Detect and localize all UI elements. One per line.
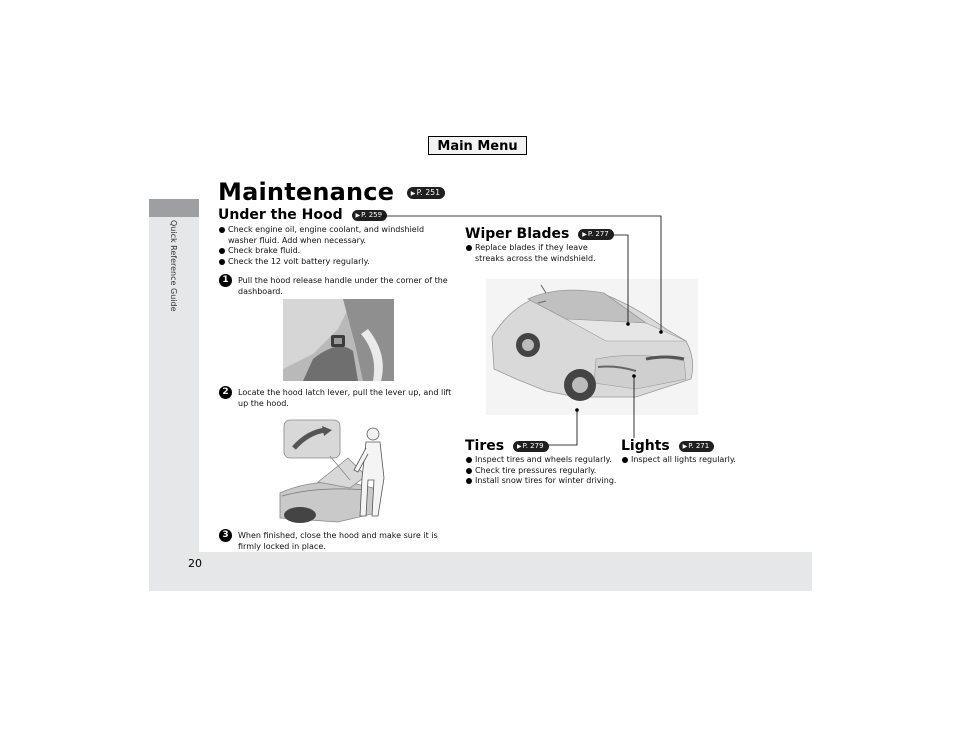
step-2-text: Locate the hood latch lever, pull the lever up, and lift up the hood. [238,388,452,408]
ref-arrow-icon: ▶ [355,211,361,219]
list-item: Check tire pressures regularly. [465,466,625,477]
tires-ref-link[interactable]: ▶P. 279 [513,441,549,452]
ref-arrow-icon: ▶ [410,190,416,197]
list-item: Check engine oil, engine coolant, and windshield washer fluid. Add when necessary. [218,225,453,246]
bullet-icon [466,478,472,484]
sidebar-tab [149,199,199,217]
step-3-number: 3 [219,529,232,542]
sidebar-label: Quick Reference Guide [169,220,178,312]
under-the-hood-ref-link[interactable]: ▶P. 259 [352,210,388,221]
lights-bullets [621,455,761,466]
bullet-icon [466,468,472,474]
bullet-icon [466,457,472,463]
bullet-icon [219,248,225,254]
tires-heading [465,438,549,454]
page-number: 20 [188,557,202,570]
wiper-blades-bullets [465,243,615,264]
step-1-number: 1 [219,274,232,287]
under-the-hood-heading [218,207,387,223]
ref-arrow-icon: ▶ [682,442,688,450]
list-item: Install snow tires for winter driving. [465,476,625,487]
wiper-blades-ref-link[interactable]: ▶P. 277 [578,229,614,240]
step-1-text: Pull the hood release handle under the corner of the dashboard. [238,276,448,296]
page-title [218,178,445,206]
wiper-blades-heading [465,226,614,242]
page-footer-band [149,552,812,591]
lights-heading-text: Lights [621,438,670,454]
bullet-icon [466,245,472,251]
hood-release-photo [283,299,394,381]
step-2-number: 2 [219,386,232,399]
list-item: Check brake fluid. [218,246,453,257]
list-item: Check the 12 volt battery regularly. [218,257,453,268]
ref-arrow-icon: ▶ [516,442,522,450]
lights-heading [621,438,714,454]
wiper-blades-heading-text: Wiper Blades [465,226,570,242]
list-item: Inspect tires and wheels regularly. [465,455,625,466]
step-3-text: When finished, close the hood and make sure it is firmly locked in place. [238,531,438,551]
under-the-hood-heading-text: Under the Hood [218,207,343,223]
page-title-text: Maintenance [218,178,395,206]
bullet-icon [219,227,225,233]
lights-ref-link[interactable]: ▶P. 271 [679,441,715,452]
bullet-icon [622,457,628,463]
tires-heading-text: Tires [465,438,505,454]
page-ref-link[interactable]: ▶P. 251 [407,187,445,199]
tires-bullets [465,455,625,487]
main-menu-button[interactable]: Main Menu [428,136,527,155]
list-item: Replace blades if they leave streaks across the windshield. [465,243,615,264]
ref-arrow-icon: ▶ [582,230,587,238]
bullet-icon [219,259,225,265]
list-item: Inspect all lights regularly. [621,455,761,466]
